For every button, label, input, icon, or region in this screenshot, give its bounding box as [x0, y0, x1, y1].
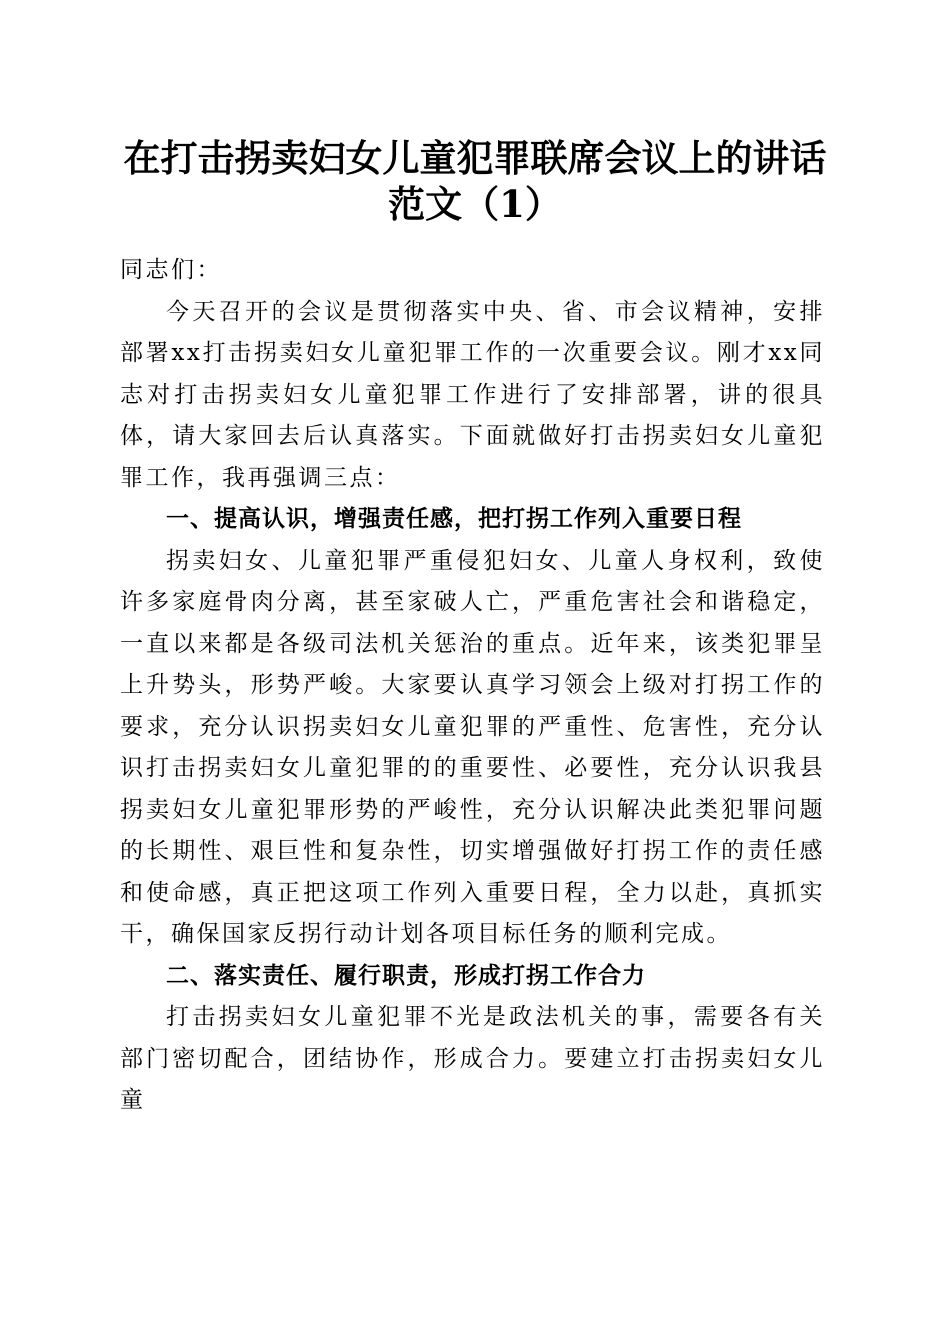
salutation: 同志们：: [120, 257, 222, 283]
section-heading-1: 一、提高认识，增强责任感，把打拐工作列入重要日程: [166, 506, 742, 532]
document-body: [120, 250, 825, 1122]
section-body-2: 打击拐卖妇女儿童犯罪不光是政法机关的事，需要各有关部门密切配合，团结协作，形成合力。要建立打击拐卖妇女儿童: [120, 1004, 825, 1113]
document-title: 在打击拐卖妇女儿童犯罪联席会议上的讲话范文（1）: [123, 136, 827, 226]
section-body-1: 拐卖妇女、儿童犯罪严重侵犯妇女、儿童人身权利，致使许多家庭骨肉分离，甚至家破人亡，严重危害社会和谐稳定，一直以来都是各级司法机关惩治的重点。近年来，该类犯罪呈上升势头，形势严峻。大家要认真学习领会上级对打拐工作的要求，充分认识拐卖妇女儿童犯罪的严重性、危害性，充分认识打击拐卖妇女儿童犯罪的的重要性、必要性，充分认识我县拐卖妇女儿童犯罪形势的严峻性，充分认识解决此类犯罪问题的长期性、艰巨性和复杂性，切实增强做好打拐工作的责任感和使命感，真正把这项工作列入重要日程，全力以赴，真抓实干，确保国家反拐行动计划各项目标任务的顺利完成。: [120, 547, 825, 947]
section-heading-2: 二、落实责任、履行职责，形成打拐工作合力: [166, 962, 646, 989]
intro-paragraph: 今天召开的会议是贯彻落实中央、省、市会议精神，安排部署xx打击拐卖妇女儿童犯罪工作的一次重要会议。刚才xx同志对打击拐卖妇女儿童犯罪工作进行了安排部署，讲的很具体，请大家回去后认真落实。下面就做好打击拐卖妇女儿童犯罪工作，我再强调三点：: [120, 298, 825, 491]
